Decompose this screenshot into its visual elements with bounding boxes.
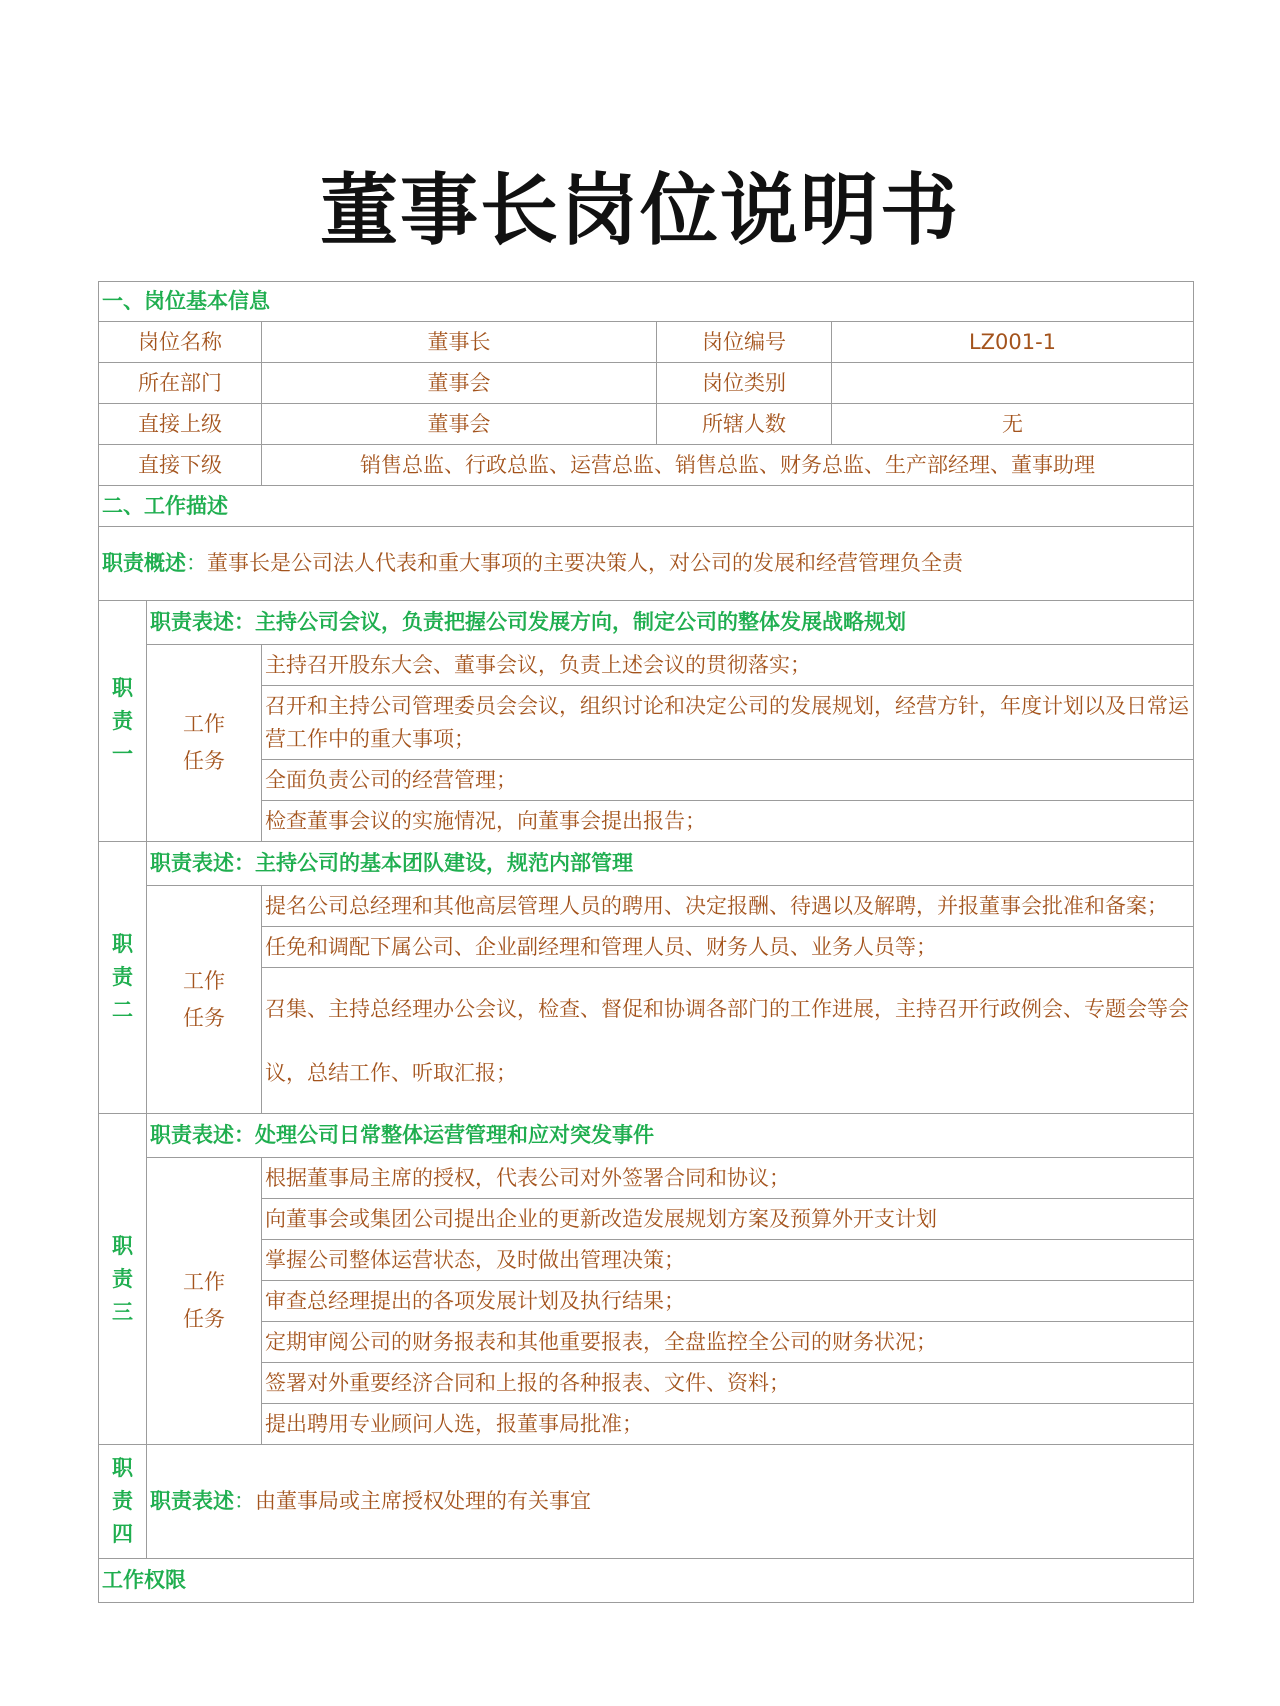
task-row <box>99 1158 1194 1199</box>
duty-2-char-2: 责 <box>112 965 133 989</box>
duty-statement-row <box>99 842 1194 886</box>
value-headcount: 无 <box>832 404 1194 445</box>
section-header-row <box>99 486 1194 527</box>
duty-3-char-2: 责 <box>112 1266 133 1291</box>
section-header-row <box>99 1559 1194 1603</box>
duty-3-char-1: 职 <box>112 1233 133 1258</box>
label-department: 所在部门 <box>99 363 262 404</box>
duty-2-task-3: 召集、主持总经理办公会议，检查、督促和协调各部门的工作进展，主持召开行政例会、专题会等会议，总结工作、听取汇报； <box>262 968 1194 1114</box>
duty-2-task-label <box>147 886 262 1114</box>
task-row <box>99 760 1194 801</box>
task-label-line-2: 任务 <box>183 1005 225 1030</box>
label-position-category: 岗位类别 <box>657 363 832 404</box>
task-row <box>99 1363 1194 1404</box>
task-row <box>99 801 1194 842</box>
task-row <box>99 686 1194 760</box>
task-label-line-2: 任务 <box>183 749 225 773</box>
info-row <box>99 322 1194 363</box>
page-title: 董事长岗位说明书 <box>319 166 960 256</box>
duty-4-statement-label: 职责表述 <box>150 1489 234 1513</box>
value-position-category <box>832 363 1194 404</box>
duty-1-task-2: 召开和主持公司管理委员会会议，组织讨论和决定公司的发展规划，经营方针，年度计划以及日常运营工作中的重大事项； <box>262 686 1194 760</box>
duty-summary-text: 董事长是公司法人代表和重大事项的主要决策人，对公司的发展和经营管理负全责 <box>207 551 963 575</box>
duty-2-char-3: 二 <box>112 998 133 1022</box>
duty-3-task-5: 定期审阅公司的财务报表和其他重要报表，全盘监控全公司的财务状况； <box>262 1322 1194 1363</box>
duty-3-label <box>99 1114 147 1445</box>
duty-4-statement-text: 由董事局或主席授权处理的有关事宜 <box>255 1489 591 1513</box>
duty-statement-row <box>99 601 1194 645</box>
value-position-code: LZ001-1 <box>832 322 1194 363</box>
duty-1-char-2: 责 <box>112 708 133 733</box>
task-label-line-1: 工作 <box>183 1270 225 1294</box>
task-row <box>99 1404 1194 1445</box>
duty-4-label <box>99 1445 147 1559</box>
duty-1-statement: 职责表述：主持公司会议，负责把握公司发展方向，制定公司的整体发展战略规划 <box>147 601 1194 645</box>
duty-3-task-1: 根据董事局主席的授权，代表公司对外签署合同和协议； <box>262 1158 1194 1199</box>
duty-summary <box>99 527 1194 601</box>
duty-3-task-2: 向董事会或集团公司提出企业的更新改造发展规划方案及预算外开支计划 <box>262 1199 1194 1240</box>
duty-3-statement: 职责表述：处理公司日常整体运营管理和应对突发事件 <box>147 1114 1194 1158</box>
duty-3-task-6: 签署对外重要经济合同和上报的各种报表、文件、资料； <box>262 1363 1194 1404</box>
duty-2-char-1: 职 <box>112 932 133 956</box>
duty-1-char-3: 一 <box>112 741 133 766</box>
section-work-description-header: 二、工作描述 <box>99 486 1194 527</box>
duty-2-statement: 职责表述：主持公司的基本团队建设，规范内部管理 <box>147 842 1194 886</box>
duty-2-label <box>99 842 147 1114</box>
label-headcount: 所辖人数 <box>657 404 832 445</box>
duty-4-char-1: 职 <box>112 1456 133 1480</box>
task-row <box>99 1240 1194 1281</box>
duty-summary-label: 职责概述 <box>102 551 186 575</box>
duty-2-task-2: 任免和调配下属公司、企业副经理和管理人员、财务人员、业务人员等； <box>262 927 1194 968</box>
duty-4-char-2: 责 <box>112 1489 133 1513</box>
label-direct-superior: 直接上级 <box>99 404 262 445</box>
info-row <box>99 445 1194 486</box>
summary-row <box>99 527 1194 601</box>
duty-summary-sep: ： <box>186 551 207 575</box>
duty-2-task-1: 提名公司总经理和其他高层管理人员的聘用、决定报酬、待遇以及解聘，并报董事会批准和备案； <box>262 886 1194 927</box>
duty-4-statement <box>147 1445 1194 1559</box>
duty-3-char-3: 三 <box>112 1299 133 1324</box>
value-position-name: 董事长 <box>262 322 657 363</box>
duty-1-label <box>99 601 147 842</box>
task-row <box>99 1281 1194 1322</box>
task-row <box>99 886 1194 927</box>
label-position-name: 岗位名称 <box>99 322 262 363</box>
section-authority-header: 工作权限 <box>99 1559 1194 1603</box>
duty-1-task-label <box>147 645 262 842</box>
duty-4-char-3: 四 <box>112 1522 133 1546</box>
duty-statement-row <box>99 1114 1194 1158</box>
task-row <box>99 927 1194 968</box>
job-description-table <box>98 281 1194 1603</box>
section-basic-info-header: 一、岗位基本信息 <box>99 282 1194 322</box>
task-label-line-1: 工作 <box>183 968 225 993</box>
value-direct-superior: 董事会 <box>262 404 657 445</box>
duty-1-task-1: 主持召开股东大会、董事会议，负责上述会议的贯彻落实； <box>262 645 1194 686</box>
duty-3-task-4: 审查总经理提出的各项发展计划及执行结果； <box>262 1281 1194 1322</box>
info-row <box>99 404 1194 445</box>
value-department: 董事会 <box>262 363 657 404</box>
duty-3-task-label <box>147 1158 262 1445</box>
task-label-line-2: 任务 <box>183 1307 225 1331</box>
label-position-code: 岗位编号 <box>657 322 832 363</box>
duty-3-task-3: 掌握公司整体运营状态，及时做出管理决策； <box>262 1240 1194 1281</box>
info-row <box>99 363 1194 404</box>
duty-1-task-3: 全面负责公司的经营管理； <box>262 760 1194 801</box>
task-row <box>99 645 1194 686</box>
duty-4-statement-sep: ： <box>234 1489 255 1513</box>
task-row <box>99 1199 1194 1240</box>
task-row <box>99 1322 1194 1363</box>
duty-1-task-4: 检查董事会议的实施情况，向董事会提出报告； <box>262 801 1194 842</box>
duty-1-char-1: 职 <box>112 675 133 700</box>
duty-3-task-7: 提出聘用专业顾问人选，报董事局批准； <box>262 1404 1194 1445</box>
duty-statement-row <box>99 1445 1194 1559</box>
label-direct-subordinates: 直接下级 <box>99 445 262 486</box>
task-label-line-1: 工作 <box>183 712 225 736</box>
task-row <box>99 968 1194 1114</box>
value-direct-subordinates: 销售总监、行政总监、运营总监、销售总监、财务总监、生产部经理、董事助理 <box>262 445 1194 486</box>
section-header-row <box>99 282 1194 322</box>
